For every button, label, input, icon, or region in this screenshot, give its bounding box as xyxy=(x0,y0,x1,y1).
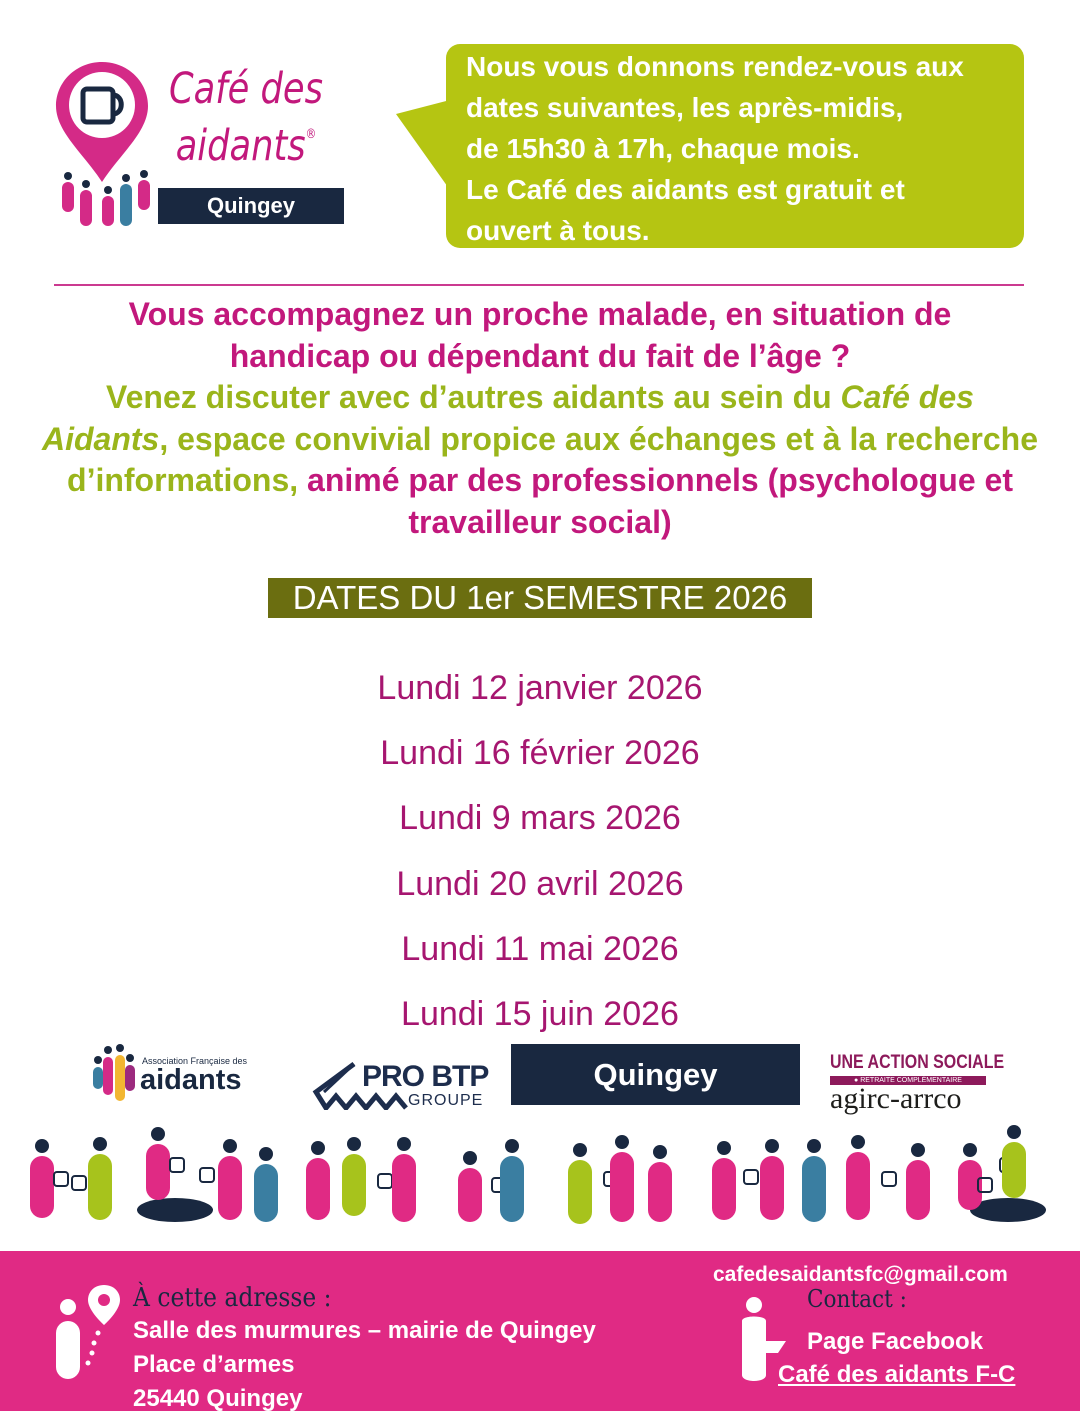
partner-location-badge: Quingey xyxy=(511,1044,800,1105)
facebook-page-link[interactable]: Café des aidants F-C xyxy=(778,1361,1016,1388)
speech-bubble-tail xyxy=(396,100,450,190)
bubble-line: ouvert à tous. xyxy=(466,215,650,246)
date-item: Lundi 15 juin 2026 xyxy=(401,995,679,1034)
registered-mark: ® xyxy=(305,127,317,142)
intro-invite-pink: animé par des professionnels (psychologue et travailleur social) xyxy=(307,462,1013,540)
date-item: Lundi 16 février 2026 xyxy=(380,734,700,773)
intro-invite-part1: Venez discuter avec d’autres aidants au sein du xyxy=(106,379,841,415)
date-item: Lundi 11 mai 2026 xyxy=(401,929,679,968)
afa-small-text: Association Française des xyxy=(142,1056,248,1066)
schedule-speech-bubble xyxy=(446,44,1024,248)
address-line: Salle des murmures – mairie de Quingey xyxy=(133,1317,596,1344)
footer xyxy=(0,1251,1080,1411)
afa-people-icon xyxy=(90,1042,138,1104)
date-item: Lundi 9 mars 2026 xyxy=(399,799,681,838)
date-item: Lundi 20 avril 2026 xyxy=(396,864,684,903)
location-info-icon xyxy=(52,1281,122,1381)
address-label: À cette adresse : xyxy=(133,1283,332,1313)
divider xyxy=(54,284,1024,286)
cafe-des-aidants-logo xyxy=(52,58,352,230)
bubble-line: Nous vous donnons rendez-vous aux xyxy=(466,51,964,82)
contact-label: Contact : xyxy=(807,1285,907,1313)
bubble-line: de 15h30 à 17h, chaque mois. xyxy=(466,133,860,164)
address-line: 25440 Quingey xyxy=(133,1385,303,1411)
address-line: Place d’armes xyxy=(133,1351,295,1378)
probtp-sub: GROUPE xyxy=(408,1092,484,1109)
logo-title xyxy=(164,66,328,169)
intro-question-line1: Vous accompagnez un proche malade, en situation de xyxy=(128,296,952,332)
intro-text xyxy=(40,294,1040,543)
agirc-top-text: UNE ACTION SOCIALE xyxy=(830,1052,1005,1073)
agirc-arrco-logo xyxy=(830,1052,1005,1115)
afa-aidants-logo xyxy=(90,1042,250,1106)
people-group-5 xyxy=(568,1135,672,1224)
agirc-band-text: ● RETRAITE COMPLÉMENTAIRE xyxy=(830,1076,986,1085)
people-group-6 xyxy=(712,1135,930,1222)
people-group-7 xyxy=(958,1125,1046,1222)
intro-invite-part2: , espace convivial propice aux échanges et à la recherche d’informations, xyxy=(67,420,1038,498)
afa-big-text: aidants xyxy=(140,1064,242,1096)
probtp-name: PRO BTP xyxy=(362,1060,489,1093)
logo-title-line2: aidants xyxy=(175,121,306,171)
people-group-2 xyxy=(137,1127,278,1222)
date-item: Lundi 12 janvier 2026 xyxy=(377,669,703,707)
people-group-1 xyxy=(30,1137,112,1220)
intro-invite-italic: Café des Aidants xyxy=(42,379,974,457)
bubble-line: Le Café des aidants est gratuit et xyxy=(466,174,905,205)
contact-email[interactable]: cafedesaidantsfc@gmail.com xyxy=(713,1263,1008,1286)
logo-title-line1: Café des xyxy=(168,64,323,114)
bubble-line: dates suivantes, les après-midis, xyxy=(466,92,904,123)
intro-question-line2: handicap ou dépendant du fait de l’âge ? xyxy=(229,337,851,374)
probtp-logo xyxy=(312,1060,498,1112)
people-icon xyxy=(60,170,156,230)
people-illustration xyxy=(0,1120,1080,1235)
logo-location-badge: Quingey xyxy=(158,188,344,224)
dates-list xyxy=(240,656,840,1047)
people-group-3 xyxy=(306,1137,416,1222)
coffee-pin-icon xyxy=(52,58,152,186)
people-group-4 xyxy=(458,1139,524,1222)
agirc-name: agirc-arrco xyxy=(830,1082,962,1115)
facebook-label: Page Facebook xyxy=(807,1328,984,1355)
dates-heading: DATES DU 1er SEMESTRE 2026 xyxy=(268,578,812,618)
intro-invite xyxy=(40,377,1040,543)
